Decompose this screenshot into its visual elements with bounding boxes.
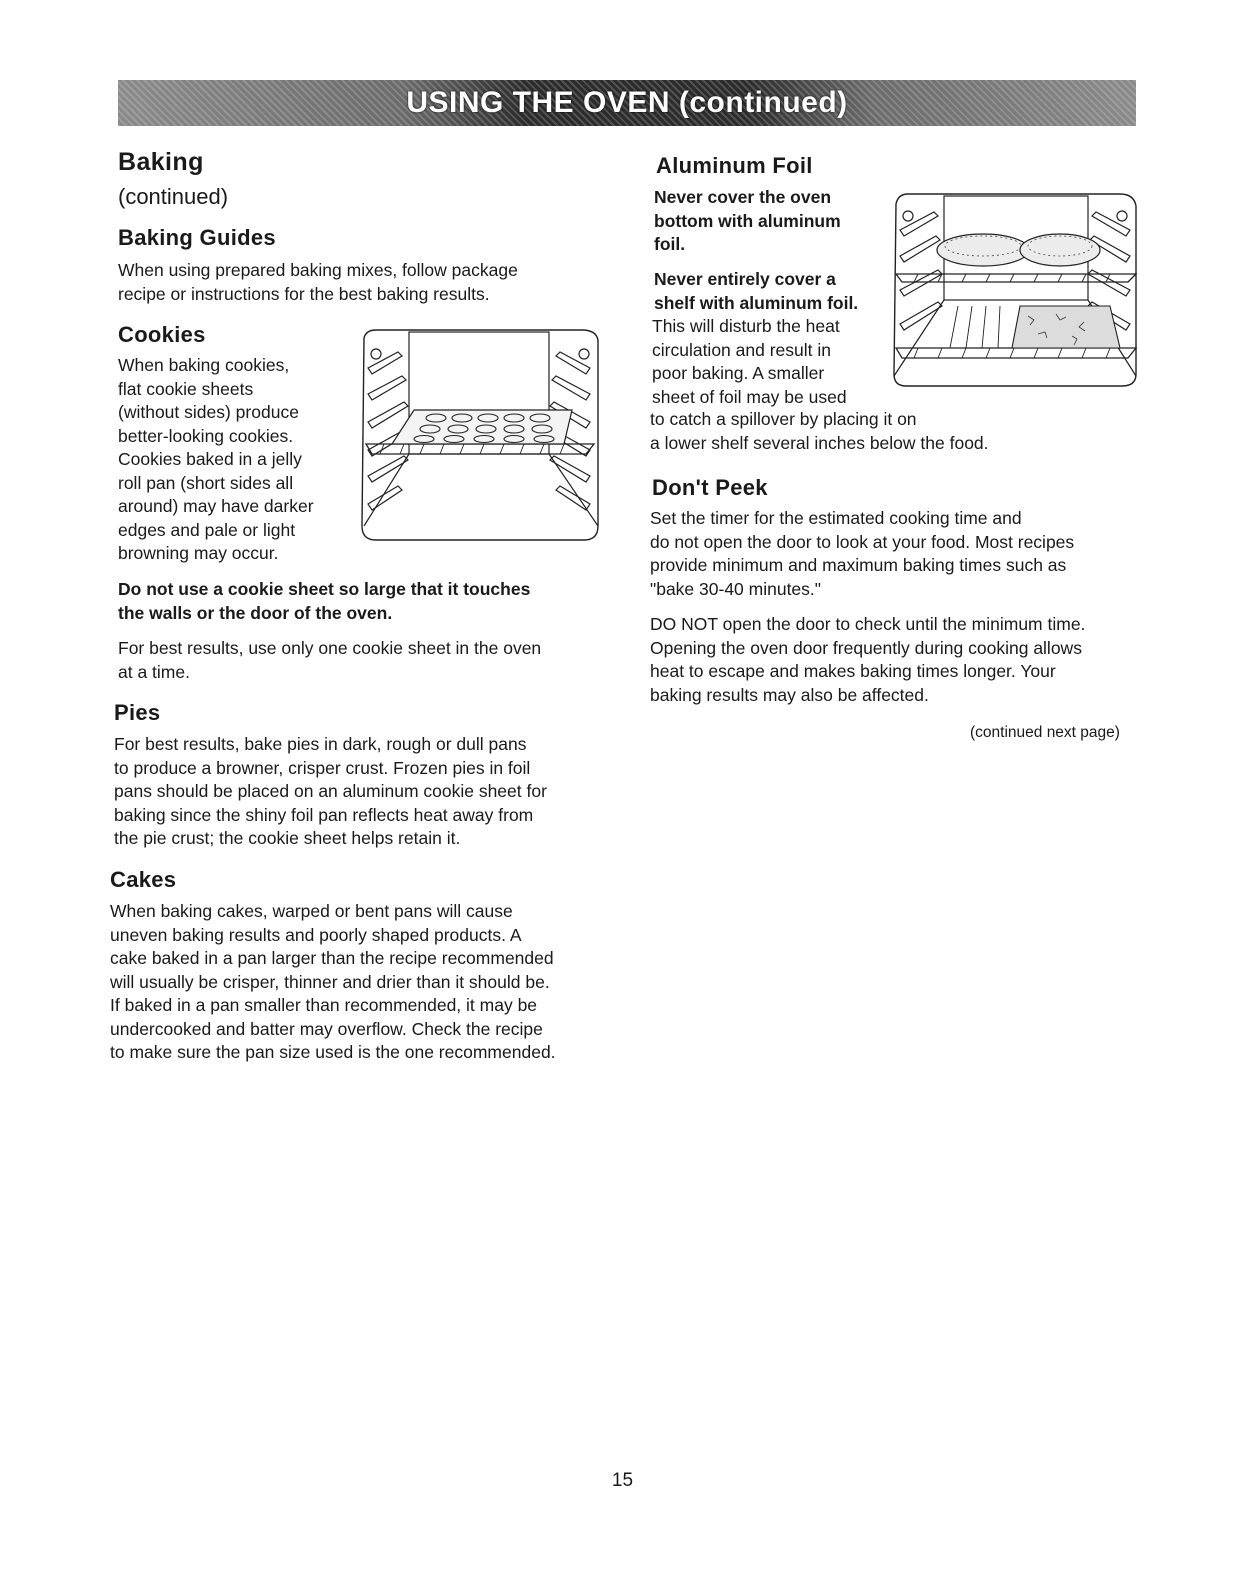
oven-foil-shelf-illustration (888, 190, 1142, 388)
cakes-section (110, 867, 176, 893)
aluminum-foil-text-wrapped: This will disturb the heat circulation and result in poor baking. A smaller sheet of foil may be used (652, 316, 847, 407)
page-number: 15 (611, 1470, 634, 1491)
aluminum-foil-text-full-block (650, 408, 1130, 455)
aluminum-foil-warning-1: Never cover the oven bottom with aluminum foil. (654, 187, 841, 254)
aluminum-foil-warning2-block (654, 268, 894, 315)
baking-heading: Baking (118, 148, 204, 176)
continued-next-page-note: (continued next page) (970, 724, 1120, 741)
cookies-tip-block (118, 637, 608, 684)
dont-peek-section (652, 475, 768, 501)
cookies-warning: Do not use a cookie sheet so large that it touches the walls or the door of the oven. (118, 579, 531, 623)
baking-guides-text-block (118, 259, 588, 306)
cookies-title: Cookies (118, 322, 206, 347)
baking-guides-section (118, 225, 276, 251)
aluminum-foil-text-full: to catch a spillover by placing it on a lower shelf several inches below the food. (650, 409, 989, 453)
pies-text-block (114, 733, 614, 851)
aluminum-foil-warning1-block (654, 186, 884, 257)
cakes-title: Cakes (110, 867, 177, 892)
cookies-tip: For best results, use only one cookie sheet in the oven at a time. (118, 638, 542, 682)
baking-subheading: (continued) (118, 184, 229, 209)
cookies-text: When baking cookies, flat cookie sheets (without sides) produce better-looking cookies. Cookies baked in a jelly roll pan (short sides all around) may have darker edges and pale or light browning may occur. (118, 355, 314, 563)
dont-peek-text-1: Set the timer for the estimated cooking time and do not open the door to look at your food. Most recipes provide minimum and maximum baking times such as "bake 30-40 minutes." (650, 508, 1075, 599)
pies-section (114, 700, 160, 726)
aluminum-foil-section (656, 153, 813, 179)
pies-title: Pies (114, 700, 161, 725)
baking-heading-block (118, 148, 204, 177)
dont-peek-text-2: DO NOT open the door to check until the minimum time. Opening the oven door frequently during cooking allows heat to escape and makes baking times longer. Your baking results may also be affected. (650, 614, 1086, 705)
dont-peek-text2-block (650, 613, 1140, 707)
aluminum-foil-text-wrapped-block (652, 315, 882, 409)
pies-text: For best results, bake pies in dark, rough or dull pans to produce a browner, crisper crust. Frozen pies in foil pans should be placed on an aluminum cookie sheet for baking since the shiny foil pan reflects heat away from the pie crust; the cookie sheet helps retain it. (114, 734, 547, 848)
dont-peek-text1-block (650, 507, 1140, 601)
section-banner (118, 80, 1136, 126)
aluminum-foil-warning-2: Never entirely cover a shelf with aluminum foil. (654, 269, 859, 313)
oven-cookie-illustration-svg (354, 326, 604, 546)
baking-guides-text: When using prepared baking mixes, follow package recipe or instructions for the best baking results. (118, 260, 518, 304)
aluminum-foil-title: Aluminum Foil (656, 153, 813, 178)
cookies-warning-block (118, 578, 608, 625)
cakes-text: When baking cakes, warped or bent pans will cause uneven baking results and poorly shaped products. A cake baked in a pan larger than the recipe recommended will usually be crisper, thinner and drier than it should be. If baked in a pan smaller than recommended, it may be undercooked and batter may overflow. Check the recipe to make sure the pan size used is the one recommended. (110, 901, 556, 1062)
oven-foil-illustration-svg (888, 190, 1142, 388)
baking-guides-title: Baking Guides (118, 225, 276, 250)
cakes-text-block (110, 900, 620, 1065)
dont-peek-title: Don't Peek (652, 475, 768, 500)
banner-title: USING THE OVEN (continued) (406, 86, 848, 119)
cookies-section (118, 322, 206, 348)
baking-continued-block (118, 184, 228, 210)
cookies-text-block (118, 354, 348, 566)
oven-cookie-sheet-illustration (354, 326, 604, 546)
